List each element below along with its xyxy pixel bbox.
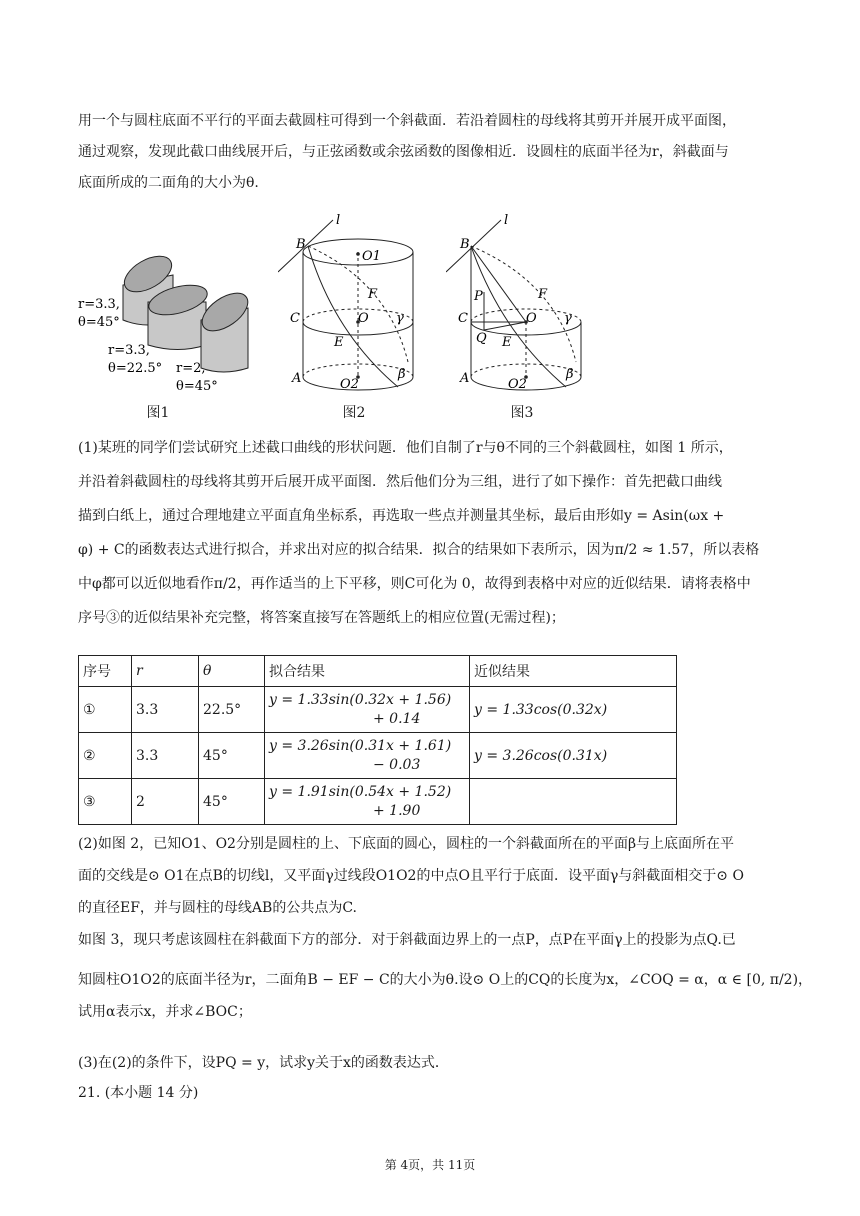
intro-paragraph [78,106,788,199]
part2-line: 的直径EF，并与圆柱的母线AB的公共点为C. [78,900,357,916]
figure-3-caption: 图3 [510,405,534,421]
cell-no: ③ [79,779,132,825]
fit-results-table [78,655,677,825]
cell-no: ① [79,687,132,733]
fig2-label: A [292,371,302,386]
part1-line: φ) + C的函数表达式进行拟合，并求出对应的拟合结果．拟合的结果如下表所示，因为π/2 ≈ 1.57，所以表格 [78,542,760,558]
part1-paragraph [78,431,788,635]
cell-r: 2 [132,779,199,825]
table-header-row [79,656,677,687]
fig1-label: θ=45° [78,315,120,330]
fig1-label: r=2, [176,361,206,376]
fig3-label: O2 [508,377,527,392]
figure-2-caption: 图2 [342,405,366,421]
fit-line-1: y = 1.33sin(0.32x + 1.56) [269,691,452,708]
cell-theta: 45° [199,779,265,825]
intro-line: 用一个与圆柱底面不平行的平面去截圆柱可得到一个斜截面．若沿着圆柱的母线将其剪开并展开成平面图， [78,113,736,129]
figure-2-drawing [278,212,428,402]
cell-approx: y = 1.33cos(0.32x) [470,687,677,733]
fit-line-2: + 1.90 [373,802,421,819]
header-theta: θ [199,656,265,687]
fit-line-1: y = 3.26sin(0.31x + 1.61) [269,737,452,754]
fig3-label: l [504,213,509,228]
figure-1 [78,250,258,400]
part2-paragraph [78,828,813,1028]
intro-line: 底面所成的二面角的大小为θ. [78,175,259,191]
fig3-label: β [566,367,574,382]
fig2-label: E [334,335,344,350]
part1-line: 中φ都可以近似地看作π/2，再作适当的上下平移，则C可化为 0，故得到表格中对应的近似结果．请将表格中 [78,576,751,592]
header-fit: 拟合结果 [265,656,470,687]
fig3-label: P [474,289,483,304]
fig3-label: B [460,237,470,252]
figure-3-drawing [446,212,596,402]
table-row [79,687,677,733]
fig3-label: F [538,287,548,302]
header-no: 序号 [79,656,132,687]
fig1-label: θ=22.5° [108,361,163,376]
fig3-label: γ [564,311,572,326]
table-row [79,779,677,825]
part2-line: 如图 3，现只考虑该圆柱在斜截面下方的部分．对于斜截面边界上的一点P，点P在平面γ上的投影为点Q.已 [78,932,736,948]
fig3-label: E [502,335,512,350]
fig2-label: C [290,311,300,326]
cell-fit [265,733,470,779]
page-footer: 第 4页，共 11页 [384,1158,476,1172]
fig2-label: O2 [340,377,359,392]
cell-theta: 22.5° [199,687,265,733]
cell-r: 3.3 [132,687,199,733]
part3-line: (3)在(2)的条件下，设PQ = y，试求y关于x的函数表达式． [78,1055,449,1071]
part3-paragraph [78,1048,778,1079]
table-row [79,733,677,779]
fig1-label: r=3.3, [108,343,150,358]
fig2-label: O [358,311,369,326]
fig2-label: F [368,287,378,302]
cell-r: 3.3 [132,733,199,779]
fit-line-1: y = 1.91sin(0.54x + 1.52) [269,783,452,800]
fit-line-2: − 0.03 [373,756,421,773]
cell-approx: y = 3.26cos(0.31x) [470,733,677,779]
figure-1-drawing [78,250,258,400]
fig2-label: B [296,237,306,252]
fig1-label: r=3.3, [78,297,120,312]
figure-2 [278,212,428,402]
fig2-label: l [336,213,341,228]
part2-line: (2)如图 2，已知O1、O2分别是圆柱的上、下底面的圆心，圆柱的一个斜截面所在的平面β与上底面所在平 [78,836,735,852]
fig2-label: O1 [362,249,381,264]
question-21-heading: 21. (本小题 14 分) [78,1085,199,1101]
part2-line: 知圆柱O1O2的底面半径为r，二面角B − EF − C的大小为θ.设⊙ O上的CQ的长度为x，∠COQ = α，α ∈ [0, π/2)， [78,972,813,988]
fig1-label: θ=45° [176,379,218,394]
cell-fit [265,779,470,825]
part1-line: 序号③的近似结果补充完整，将答案直接写在答题纸上的相应位置(无需过程)； [78,610,565,626]
part2-line: 试用α表示x，并求∠BOC； [78,1004,252,1020]
cell-approx-blank [470,779,677,825]
fig3-label: O [526,311,537,326]
header-approx: 近似结果 [470,656,677,687]
part1-line: 描到白纸上，通过合理地建立平面直角坐标系，再选取一些点并测量其坐标，最后由形如y = Asin(ωx + [78,508,725,524]
cell-fit [265,687,470,733]
part2-line: 面的交线是⊙ O1在点B的切线l，又平面γ过线段O1O2的中点O且平行于底面．设平面γ与斜截面相交于⊙ O [78,868,744,884]
fig2-label: β [398,367,406,382]
part1-line: (1)某班的同学们尝试研究上述截口曲线的形状问题．他们自制了r与θ不同的三个斜截圆柱，如图 1 所示， [78,440,733,456]
intro-line: 通过观察，发现此截口曲线展开后，与正弦函数或余弦函数的图像相近．设圆柱的底面半径为r，斜截面与 [78,144,729,160]
fig3-label: A [460,371,470,386]
cell-no: ② [79,733,132,779]
cell-theta: 45° [199,733,265,779]
fit-line-2: + 0.14 [373,710,421,727]
figure-3 [446,212,596,402]
fig3-label: Q [476,331,487,346]
part1-line: 并沿着斜截圆柱的母线将其剪开后展开成平面图．然后他们分为三组，进行了如下操作：首先把截口曲线 [78,474,722,490]
figure-1-caption: 图1 [146,405,170,421]
header-r: r [132,656,199,687]
fig2-label: γ [396,311,404,326]
fig3-label: C [458,311,468,326]
